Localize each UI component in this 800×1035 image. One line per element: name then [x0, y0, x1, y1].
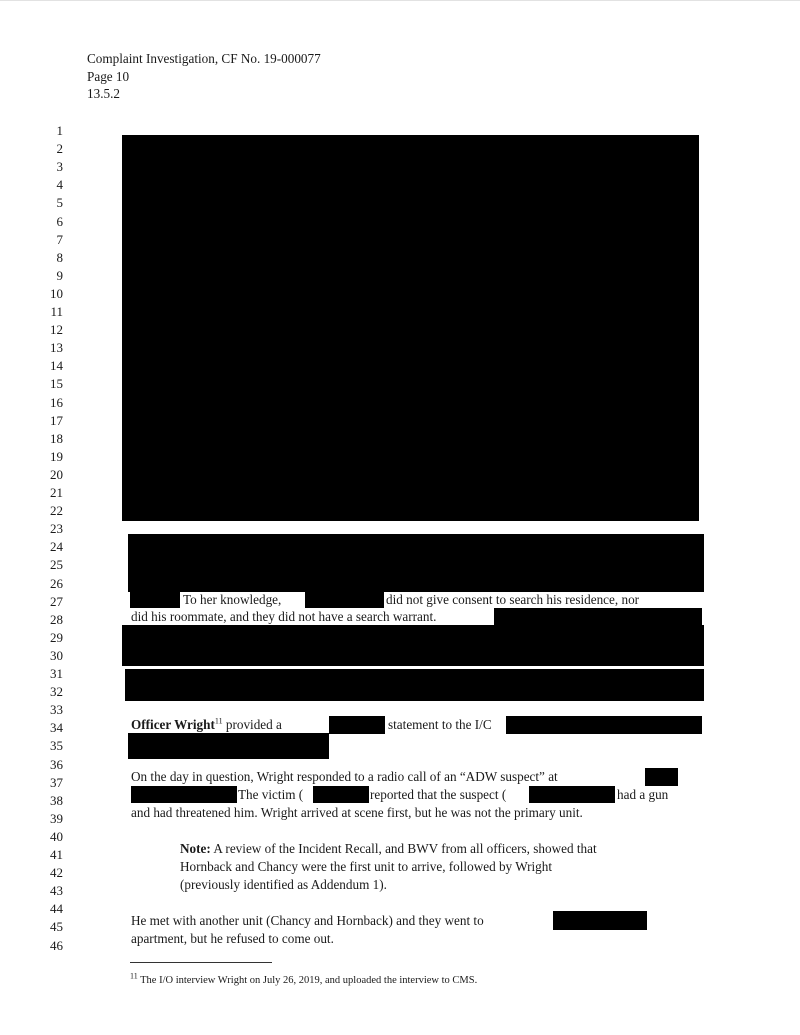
line-number: 2: [56, 141, 63, 157]
line-number: 4: [56, 177, 63, 193]
redaction-block: [494, 608, 702, 626]
footnote-text: The I/O interview Wright on July 26, 2019, and uploaded the interview to CMS.: [140, 975, 478, 986]
redaction-block: [122, 135, 699, 521]
line-number: 29: [50, 629, 63, 645]
body-line-38-part1: The victim (: [238, 787, 304, 802]
line-number: 35: [50, 738, 63, 754]
line-number: 8: [56, 249, 63, 265]
redaction-block: [128, 733, 329, 759]
line-number: 3: [56, 159, 63, 175]
note-line-43: (previously identified as Addendum 1).: [180, 877, 387, 892]
line-number: 12: [50, 322, 63, 338]
line-number: 1: [56, 123, 63, 138]
line-number: 24: [50, 539, 63, 555]
note-text-41: A review of the Incident Recall, and BWV from all officers, showed that: [213, 841, 597, 856]
footnote-ref: 11: [214, 716, 223, 726]
body-line-46: apartment, but he refused to come out.: [131, 931, 334, 946]
line-number: 43: [50, 883, 63, 899]
footnote-divider: [130, 962, 272, 963]
note-line-41: [180, 842, 597, 856]
line-number: 15: [50, 376, 63, 392]
line-number: 23: [50, 521, 63, 537]
line-number: 13: [50, 340, 63, 356]
body-line-39: and had threatened him. Wright arrived at scene first, but he was not the primary unit.: [131, 805, 583, 820]
note-line-42: Hornback and Chancy were the first unit to arrive, followed by Wright: [180, 859, 553, 874]
line-number: 37: [50, 774, 63, 790]
line-number: 9: [56, 267, 63, 283]
body-line-34-part1: provided a: [225, 717, 282, 732]
line-number: 18: [50, 430, 63, 446]
line-number: 20: [50, 466, 63, 482]
line-number: 5: [56, 195, 63, 211]
redaction-block: [128, 534, 704, 592]
line-number: 10: [50, 285, 63, 301]
redaction-block: [122, 625, 704, 666]
body-line-27-part1: To her knowledge,: [183, 592, 282, 607]
line-number: 16: [50, 394, 63, 410]
header-section: 13.5.2: [87, 86, 120, 101]
line-number: 17: [50, 412, 63, 428]
footnote: [130, 971, 478, 987]
line-number: 34: [50, 720, 63, 736]
line-number: 28: [50, 611, 63, 627]
redaction-block: [131, 786, 237, 803]
line-number: 11: [50, 304, 63, 319]
line-number: 31: [50, 666, 63, 681]
line-number: 6: [56, 213, 63, 229]
line-number: 14: [50, 358, 63, 374]
body-line-27-part2: did not give consent to search his residence, nor: [386, 592, 640, 607]
line-number: 25: [50, 557, 63, 573]
line-number: 45: [50, 919, 63, 935]
redaction-block: [329, 716, 385, 734]
line-number: 41: [50, 847, 63, 862]
line-number: 46: [50, 937, 63, 953]
line-number: 36: [50, 756, 63, 772]
redaction-block: [125, 669, 704, 701]
line-number: 40: [50, 828, 63, 844]
redaction-block: [553, 911, 647, 930]
page-header: [87, 50, 321, 103]
header-page-number: Page 10: [87, 68, 130, 84]
line-number: 27: [50, 593, 63, 609]
body-line-28: did his roommate, and they did not have a search warrant.: [131, 609, 437, 624]
redaction-block: [529, 786, 615, 803]
officer-name: Officer Wright: [131, 717, 215, 732]
line-number: 7: [56, 231, 63, 247]
body-line-37: On the day in question, Wright responded to a radio call of an “ADW suspect” at: [131, 769, 558, 784]
footnote-number: 11: [130, 971, 138, 981]
redaction-block: [130, 591, 180, 608]
body-line-45: He met with another unit (Chancy and Hornback) and they went to: [131, 913, 484, 928]
line-number: 38: [50, 792, 63, 808]
body-line-38-part3: had a gun: [617, 787, 669, 802]
line-number: 26: [50, 575, 63, 591]
body-line-34-officer: [131, 718, 282, 732]
header-case-title: Complaint Investigation, CF No. 19-000077: [87, 51, 321, 66]
page-top-border: [0, 0, 800, 1]
line-number: 22: [50, 503, 63, 519]
line-number: 32: [50, 684, 63, 700]
redaction-block: [645, 768, 678, 786]
line-number: 21: [50, 485, 63, 500]
line-number: 30: [50, 647, 63, 663]
line-number: 33: [50, 702, 63, 718]
redaction-block: [305, 591, 384, 608]
redaction-block: [506, 716, 702, 734]
body-line-34-part2: statement to the I/C: [388, 717, 492, 732]
line-number: 44: [50, 901, 63, 917]
body-line-38-part2: reported that the suspect (: [370, 787, 507, 802]
redaction-block: [313, 786, 369, 803]
line-number: 19: [50, 448, 63, 464]
line-number: 42: [50, 865, 63, 881]
line-number: 39: [50, 810, 63, 826]
note-label: Note:: [180, 841, 211, 856]
